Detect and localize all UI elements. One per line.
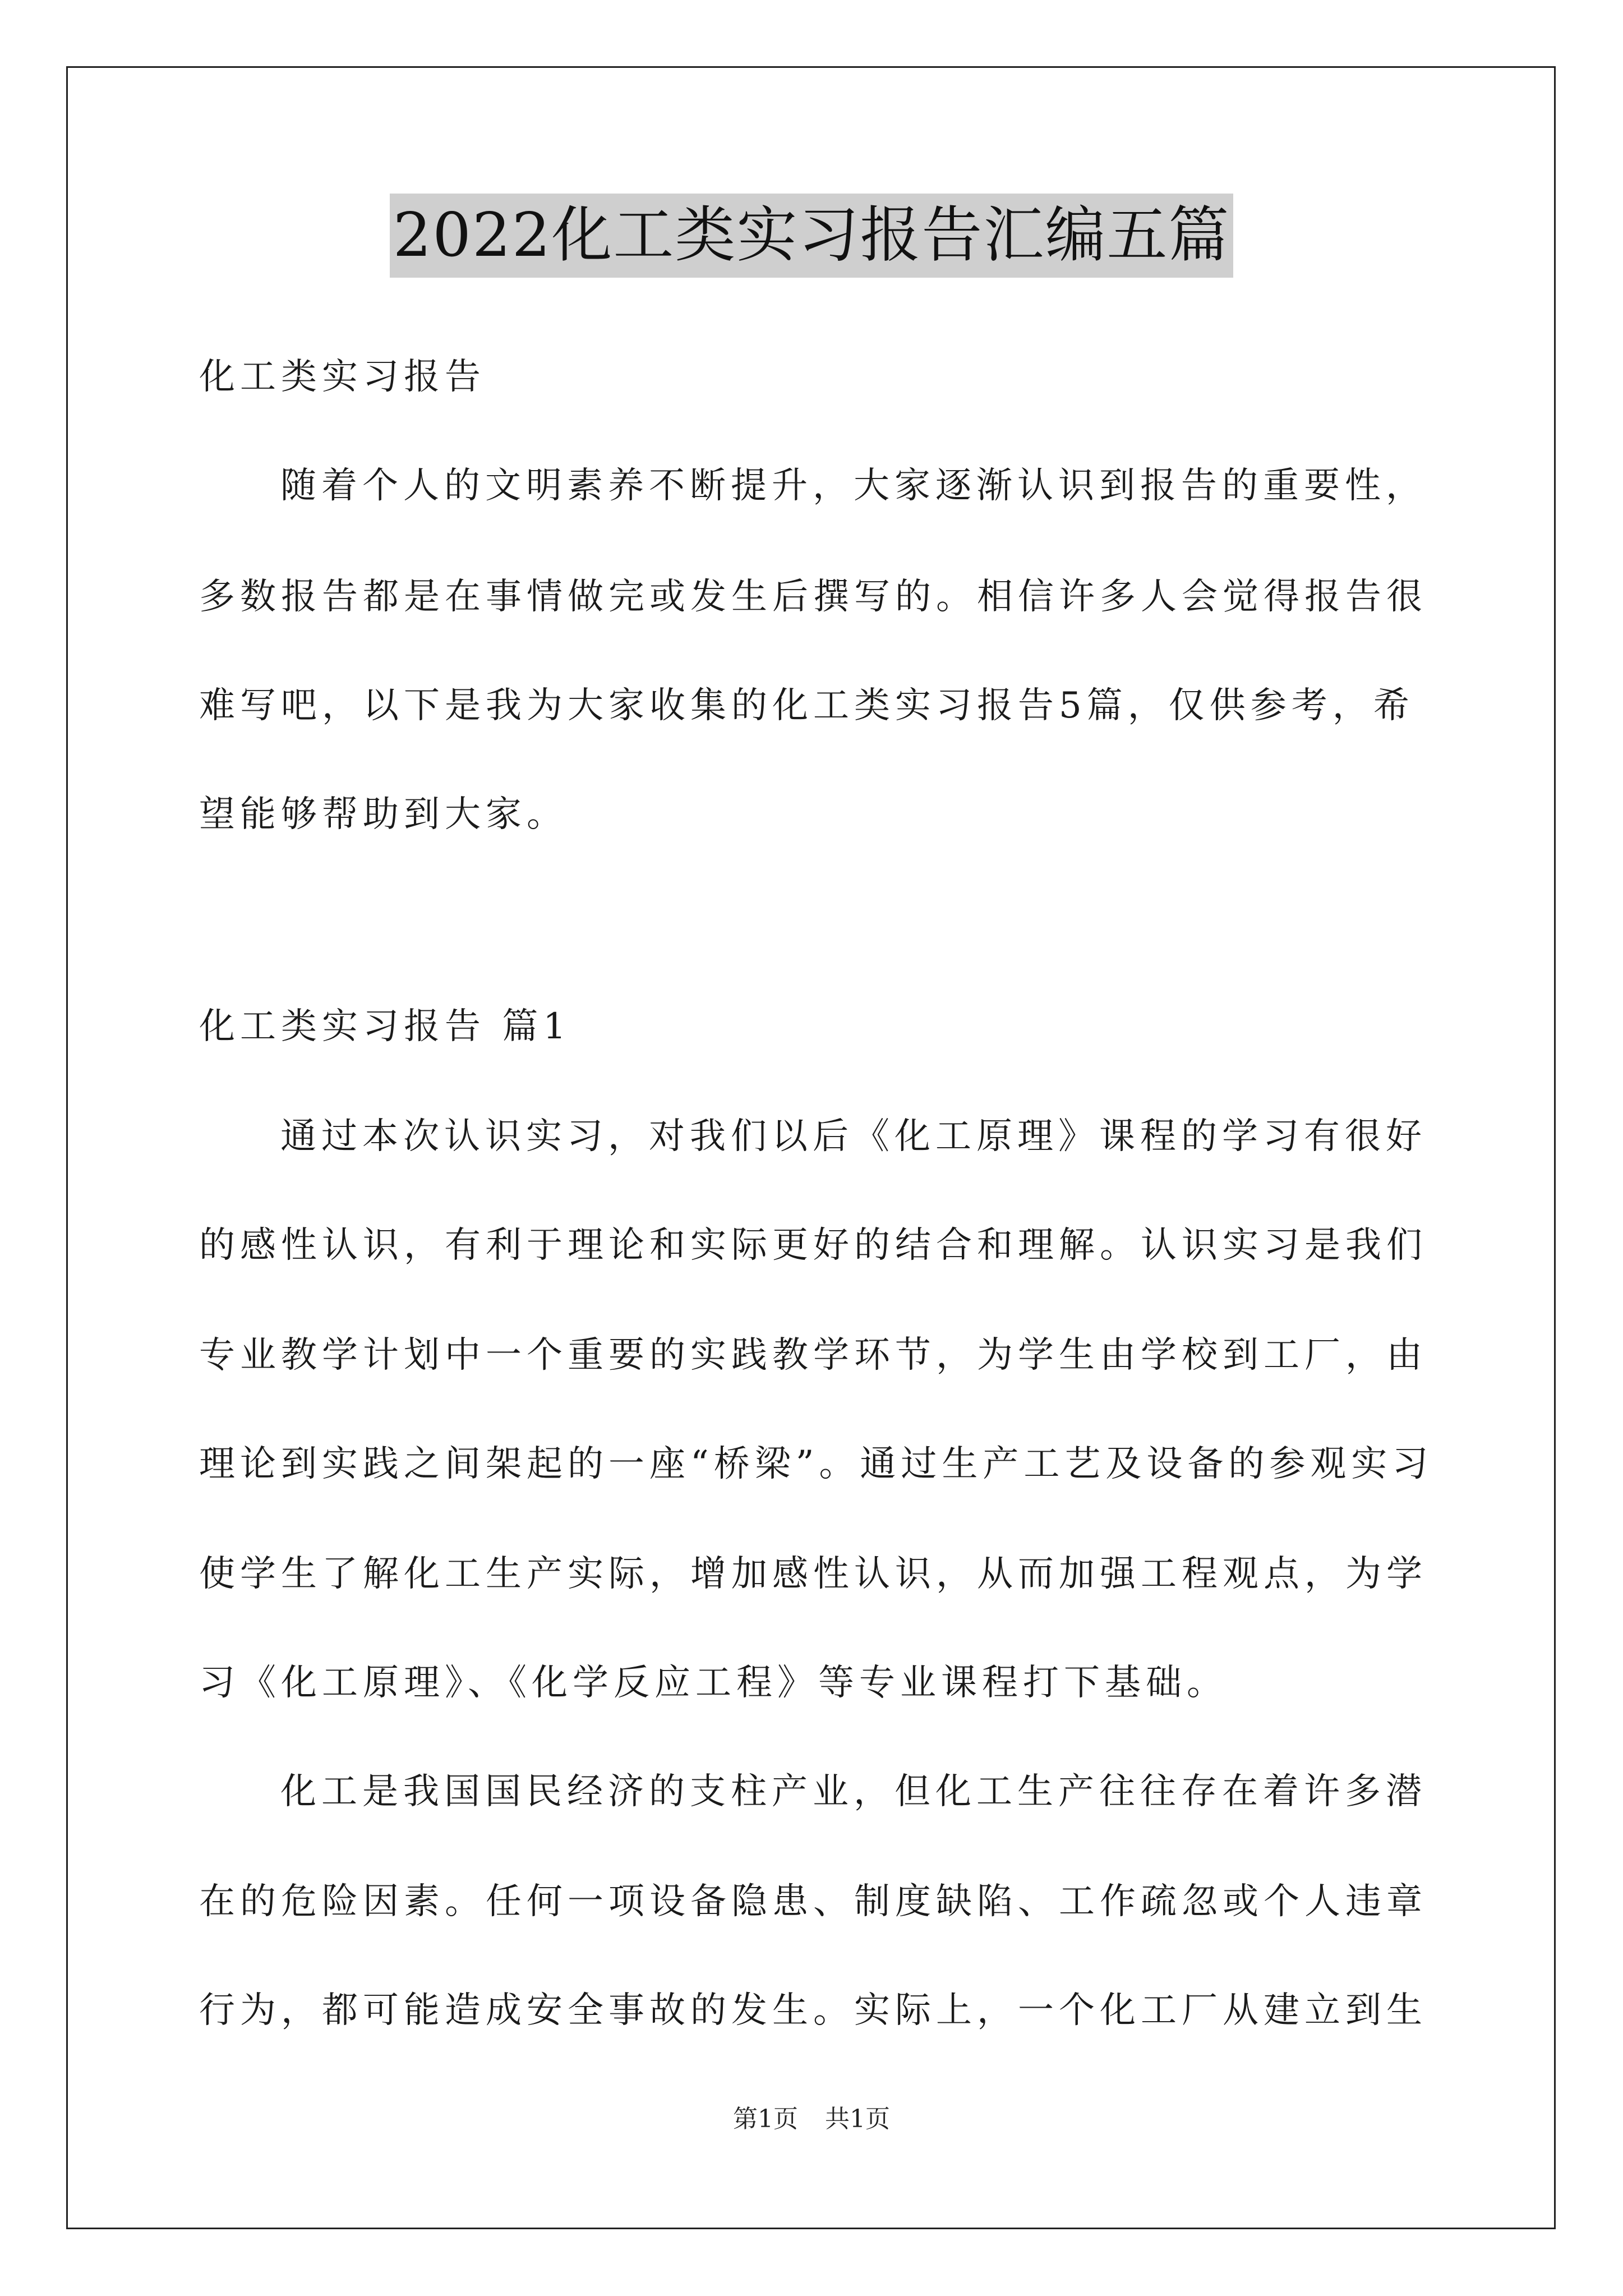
page-footer — [0, 2102, 1623, 2136]
paragraph-line: 通过本次认识实习，对我们以后《化工原理》课程的学习有很好 — [280, 1116, 1427, 1157]
paragraph-line: 理论到实践之间架起的一座“桥梁”。通过生产工艺及设备的参观实习 — [199, 1443, 1433, 1485]
intro-line: 随着个人的文明素养不断提升，大家逐渐认识到报告的重要性， — [280, 465, 1427, 507]
intro-line: 望能够帮助到大家。 — [199, 794, 568, 835]
page-number-current: 第1页 — [733, 2105, 798, 2133]
paragraph-line: 习《化工原理》、《化学反应工程》等专业课程打下基础。 — [199, 1662, 1228, 1704]
document-title: 2022化工类实习报告汇编五篇 — [390, 194, 1234, 278]
intro-line: 难写吧，以下是我为大家收集的化工类实习报告5篇，仅供参考，希 — [199, 685, 1414, 726]
paragraph-line: 行为，都可能造成安全事故的发生。实际上，一个化工厂从建立到生 — [199, 1990, 1427, 2031]
paragraph-line: 化工是我国国民经济的支柱产业，但化工生产往往存在着许多潜 — [280, 1771, 1427, 1812]
page-number-total: 共1页 — [825, 2105, 890, 2133]
paragraph-line: 的感性认识，有利于理论和实际更好的结合和理解。认识实习是我们 — [199, 1225, 1427, 1266]
title-wrap — [0, 194, 1623, 278]
paragraph-line: 专业教学计划中一个重要的实践教学环节，为学生由学校到工厂，由 — [199, 1335, 1427, 1376]
main-heading: 化工类实习报告 — [199, 356, 486, 398]
paragraph-line: 在的危险因素。任何一项设备隐患、制度缺陷、工作疏忽或个人违章 — [199, 1881, 1427, 1922]
intro-line: 多数报告都是在事情做完或发生后撰写的。相信许多人会觉得报告很 — [199, 576, 1427, 618]
paragraph-line: 使学生了解化工生产实际，增加感性认识，从而加强工程观点，为学 — [199, 1553, 1427, 1595]
section-heading: 化工类实习报告 篇1 — [199, 1006, 571, 1047]
